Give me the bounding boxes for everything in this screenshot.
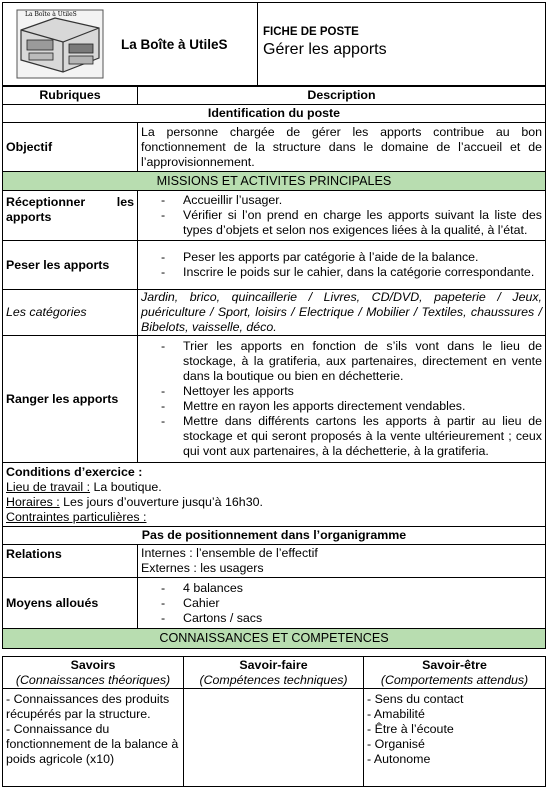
list-item: - Mettre dans différents cartons les apports à partir au lieu de stockage et qui seront proposés à la vente ultérieurement ; ceux qui vont aux partenaires, à la déchetterie, à la gratiferia. xyxy=(161,414,542,459)
savoirs-title: Savoirs xyxy=(70,657,116,672)
ranger-list-cell xyxy=(138,336,546,463)
list-item: - Autonome xyxy=(367,752,431,766)
list-item: - Nettoyer les apports xyxy=(161,384,542,399)
competences-table xyxy=(2,656,546,787)
moyens-list-cell xyxy=(138,578,546,629)
list-item: - Sens du contact xyxy=(367,692,464,706)
peser-list-cell xyxy=(138,241,546,290)
horaires-value: Les jours d’ouverture jusqu’à 16h30. xyxy=(59,495,263,509)
lieu-value: La boutique. xyxy=(90,480,162,494)
savoirfaire-title: Savoir-faire xyxy=(239,657,308,672)
conditions-horaires xyxy=(6,495,542,510)
logo-title-cell xyxy=(3,3,258,86)
savoirfaire-subtitle: (Compétences techniques) xyxy=(199,672,348,687)
savoiretre-subtitle: (Comportements attendus) xyxy=(380,672,529,687)
relations-cell xyxy=(138,545,546,578)
savoiretre-header xyxy=(364,657,546,689)
objectif-label: Objectif xyxy=(3,123,138,172)
list-item: - Amabilité xyxy=(367,707,425,721)
savoiretre-title: Savoir-être xyxy=(422,657,487,672)
lieu-label: Lieu de travail : xyxy=(6,480,91,494)
horaires-label: Horaires : xyxy=(6,495,60,509)
savoirs-subtitle: (Connaissances théoriques) xyxy=(15,672,171,687)
savoiretre-cell xyxy=(364,689,546,787)
list-item: - Accueillir l’usager. xyxy=(161,193,542,208)
list-item: - Connaissances des produits récupérés par la structure. xyxy=(6,692,170,721)
categories-label: Les catégories xyxy=(3,290,138,336)
relations-label: Relations xyxy=(3,545,138,578)
logo xyxy=(15,8,105,80)
section-identification: Identification du poste xyxy=(3,105,546,123)
section-positionnement: Pas de positionnement dans l’organigramme xyxy=(3,527,546,545)
categories-text: Jardin, brico, quincaillerie / Livres, CD/DVD, papeterie / Jeux, puériculture / Sport, loisirs / Electrique / Mobilier / Textiles, chaussures / Bibelots, vaisselle, déco. xyxy=(138,290,546,336)
logo-lettering: La Boîte à UtileS xyxy=(25,11,77,18)
relations-internes: Internes : l’ensemble de l’effectif xyxy=(141,546,318,560)
ranger-label: Ranger les apports xyxy=(3,336,138,463)
doc-type: FICHE DE POSTE xyxy=(263,26,359,38)
list-item: - Trier les apports en fonction de s’ils vont dans le lieu de stockage, à la gratiferia, aux partenaires, directement en vente dans la boutique ou bien en déchetterie. xyxy=(161,339,542,384)
savoirfaire-cell xyxy=(184,689,364,787)
ranger-list xyxy=(141,339,542,459)
org-name: La Boîte à UtileS xyxy=(121,36,228,52)
header-table xyxy=(2,2,546,86)
receptionner-list xyxy=(141,193,542,238)
col-header-rubriques: Rubriques xyxy=(3,87,138,105)
receptionner-label: Réceptionner les apports xyxy=(3,191,138,241)
list-item: - 4 balances xyxy=(161,581,542,596)
moyens-label: Moyens alloués xyxy=(3,578,138,629)
list-item: - Organisé xyxy=(367,737,425,751)
contraintes-label: Contraintes particulières : xyxy=(6,510,147,524)
conditions-lieu xyxy=(6,480,542,495)
list-item: - Connaissance du fonctionnement de la balance à poids agricole (x10) xyxy=(6,722,179,766)
list-item: - Inscrire le poids sur le cahier, dans la catégorie correspondante. xyxy=(161,265,542,280)
moyens-list xyxy=(141,581,542,626)
conditions-contraintes xyxy=(6,510,542,525)
receptionner-list-cell xyxy=(138,191,546,241)
objectif-text: La personne chargée de gérer les apports contribue au bon fonctionnement de la structure dans le domaine de l’accueil et de l’approvisionnement. xyxy=(138,123,546,172)
savoirs-header xyxy=(3,657,184,689)
main-table xyxy=(2,86,546,649)
peser-list xyxy=(141,250,542,280)
list-item: - Mettre en rayon les apports directement vendables. xyxy=(161,399,542,414)
peser-label: Peser les apports xyxy=(3,241,138,290)
conditions-title: Conditions d’exercice : xyxy=(6,465,143,479)
doc-title-cell xyxy=(258,3,546,86)
section-connaissances: CONNAISSANCES ET COMPETENCES xyxy=(3,629,546,649)
list-item: - Cahier xyxy=(161,596,542,611)
section-missions: MISSIONS ET ACTIVITES PRINCIPALES xyxy=(3,172,546,191)
savoirfaire-header xyxy=(184,657,364,689)
doc-title: Gérer les apports xyxy=(263,41,387,58)
list-item: - Être à l’écoute xyxy=(367,722,454,736)
conditions-cell xyxy=(3,463,546,527)
savoirs-cell xyxy=(3,689,184,787)
col-header-description: Description xyxy=(138,87,546,105)
list-item: - Vérifier si l’on prend en charge les apports suivant la liste des types d’objets et selon nos exigences liées à la qualité, à l’état. xyxy=(161,208,542,238)
list-item: - Peser les apports par catégorie à l’aide de la balance. xyxy=(161,250,542,265)
list-item: - Cartons / sacs xyxy=(161,611,542,626)
relations-externes: Externes : les usagers xyxy=(141,561,264,575)
